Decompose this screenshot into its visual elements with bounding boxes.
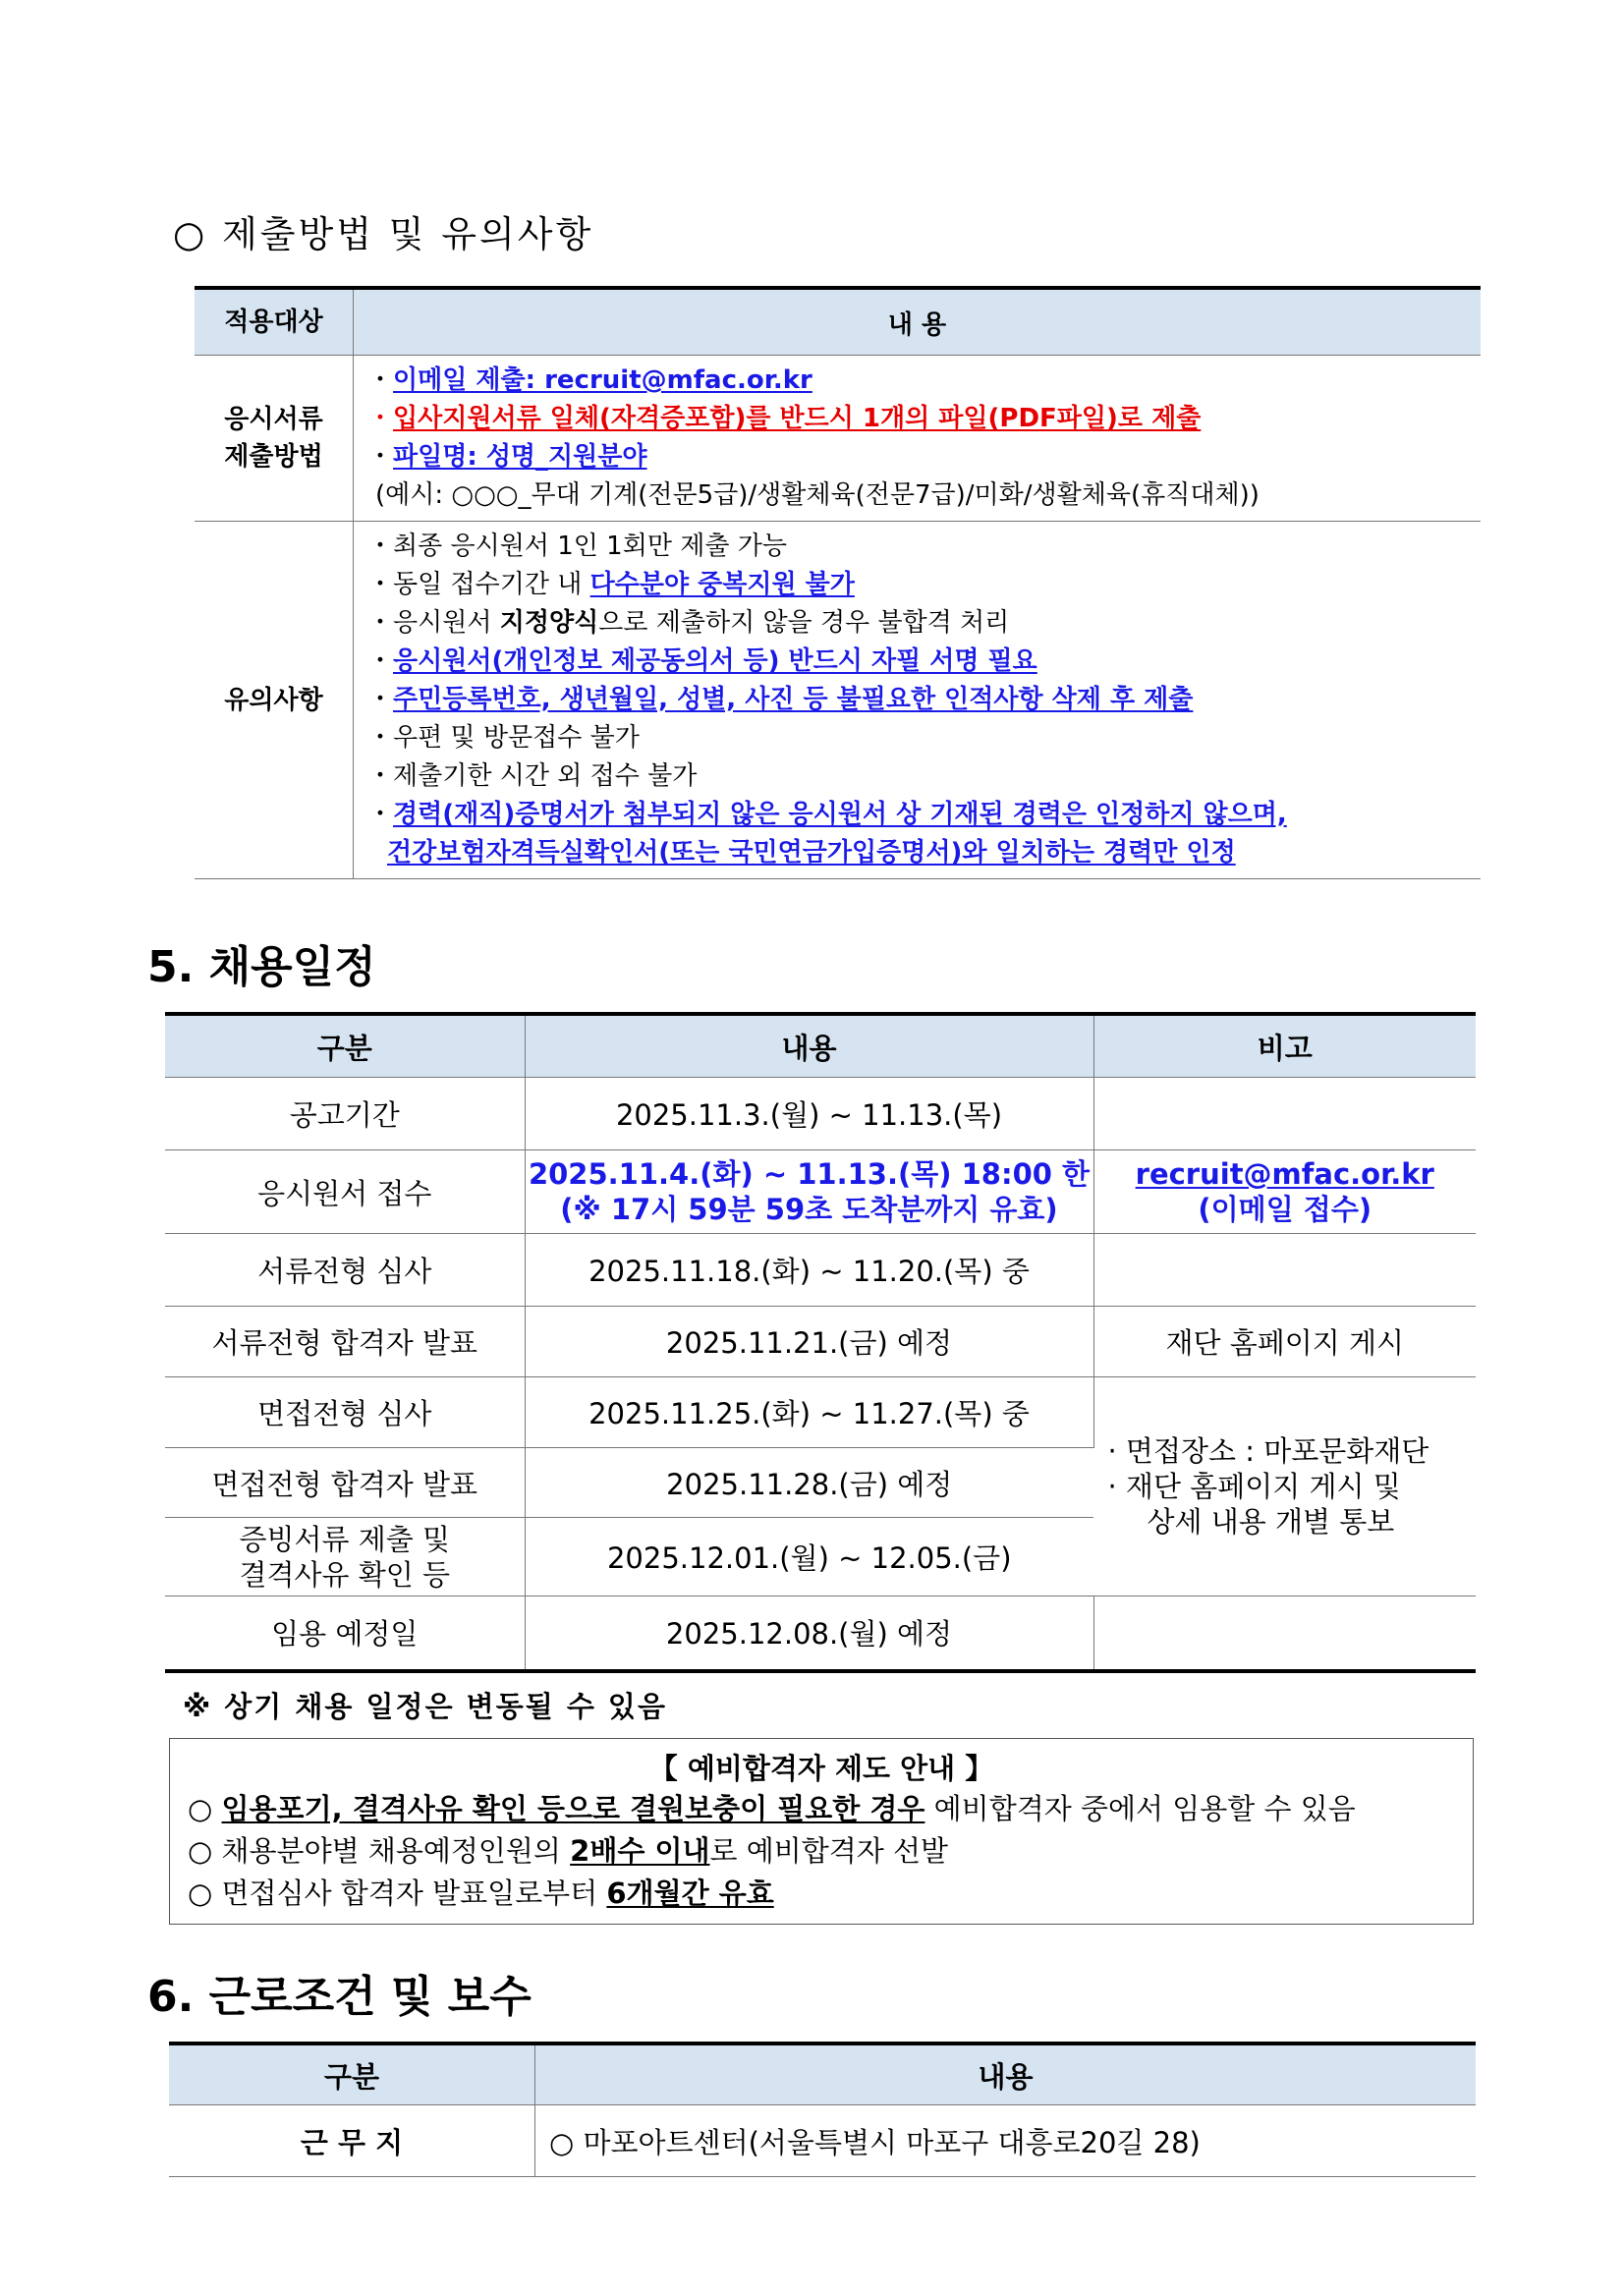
list-item: ・이메일 제출: recruit@mfac.or.kr	[367, 365, 812, 395]
row-content	[354, 356, 1482, 522]
list-item: ○ 면접심사 합격자 발표일로부터 6개월간 유효	[188, 1876, 774, 1910]
section-title-conditions: 6. 근로조건 및 보수	[147, 1972, 532, 2022]
header-category: 구분	[165, 1014, 525, 1078]
list-item: ○ 채용분야별 채용예정인원의 2배수 이내로 예비합격자 선발	[188, 1834, 949, 1868]
schedule-footnote: ※ 상기 채용 일정은 변동될 수 있음	[183, 1690, 667, 1723]
list-item: ・경력(재직)증명서가 첨부되지 않은 응시원서 상 기재된 경력은 인정하지 않으며,	[367, 800, 1287, 829]
list-item: ・동일 접수기간 내 다수분야 중복지원 불가	[367, 570, 855, 599]
list-item: 건강보험자격득실확인서(또는 국민연금가입증명서)와 일치하는 경력만 인정	[387, 838, 1236, 868]
box-title: 【 예비합격자 제도 안내 】	[648, 1752, 994, 1785]
list-item: ・파일명: 성명_지원분야	[367, 442, 647, 472]
section-title-submission: ○ 제출방법 및 유의사항	[173, 213, 594, 255]
header-note: 비고	[1093, 1014, 1476, 1078]
list-item: ・주민등록번호, 생년월일, 성별, 사진 등 불필요한 인적사항 삭제 후 제출	[367, 685, 1194, 714]
table-row	[195, 356, 1481, 522]
header-category: 구분	[169, 2044, 535, 2105]
header-content: 내용	[525, 1014, 1093, 1078]
email-link[interactable]: 이메일 제출: recruit@mfac.or.kr	[393, 365, 812, 395]
email-link[interactable]: recruit@mfac.or.kr	[1135, 1157, 1434, 1191]
submission-table	[195, 286, 1481, 879]
table-row: 면접전형 심사 2025.11.25.(화) ~ 11.27.(목) 중 · 면접장소 : 마포문화재단 · 재단 홈페이지 게시 및 상세 내용 개별 통보	[165, 1377, 1476, 1448]
reserve-candidate-box	[169, 1738, 1474, 1925]
table-row: 서류전형 심사 2025.11.18.(화) ~ 11.20.(목) 중	[165, 1234, 1476, 1307]
row-label: 유의사항	[195, 522, 354, 879]
table-row: 임용 예정일 2025.12.08.(월) 예정	[165, 1596, 1476, 1671]
header-content: 내용	[535, 2044, 1477, 2105]
row-label: 응시서류 제출방법	[195, 356, 354, 522]
header-target: 적용대상	[195, 288, 354, 356]
table-row: 증빙서류 제출 및 결격사유 확인 등 2025.12.01.(월) ~ 12.05.(금)	[165, 1518, 1476, 1596]
conditions-table	[169, 2042, 1476, 2177]
list-item: ・우편 및 방문접수 불가	[367, 723, 640, 753]
list-item: ・제출기한 시간 외 접수 불가	[367, 761, 698, 791]
table-row	[195, 522, 1481, 879]
list-item: ○ 임용포기, 결격사유 확인 등으로 결원보충이 필요한 경우 예비합격자 중에서 임용할 수 있음	[188, 1792, 1356, 1825]
list-item: (예시: ○○○_무대 기계(전문5급)/생활체육(전문7급)/미화/생활체육(휴직대체))	[375, 480, 1260, 510]
schedule-table	[165, 1012, 1476, 1673]
row-content	[354, 522, 1482, 879]
table-row: 근 무 지 ○ 마포아트센터(서울특별시 마포구 대흥로20길 28)	[169, 2105, 1476, 2177]
header-content: 내 용	[354, 288, 1482, 356]
list-item: ・응시원서(개인정보 제공동의서 등) 반드시 자필 서명 필요	[367, 646, 1037, 676]
section-title-schedule: 5. 채용일정	[147, 942, 376, 992]
list-item: ・입사지원서류 일체(자격증포함)를 반드시 1개의 파일(PDF파일)로 제출	[367, 404, 1202, 433]
list-item: ・응시원서 지정양식으로 제출하지 않을 경우 불합격 처리	[367, 608, 1010, 638]
table-row: 면접전형 합격자 발표 2025.11.28.(금) 예정	[165, 1448, 1476, 1518]
table-row: 공고기간 2025.11.3.(월) ~ 11.13.(목)	[165, 1078, 1476, 1150]
table-row: 응시원서 접수 2025.11.4.(화) ~ 11.13.(목) 18:00 한 (※ 17시 59분 59초 도착분까지 유효) recruit@mfac.or.kr (이메일 접수)	[165, 1150, 1476, 1234]
list-item: ・최종 응시원서 1인 1회만 제출 가능	[367, 532, 787, 561]
merged-note: · 면접장소 : 마포문화재단 · 재단 홈페이지 게시 및 상세 내용 개별 통보	[1093, 1377, 1476, 1596]
table-row: 서류전형 합격자 발표 2025.11.21.(금) 예정 재단 홈페이지 게시	[165, 1307, 1476, 1377]
